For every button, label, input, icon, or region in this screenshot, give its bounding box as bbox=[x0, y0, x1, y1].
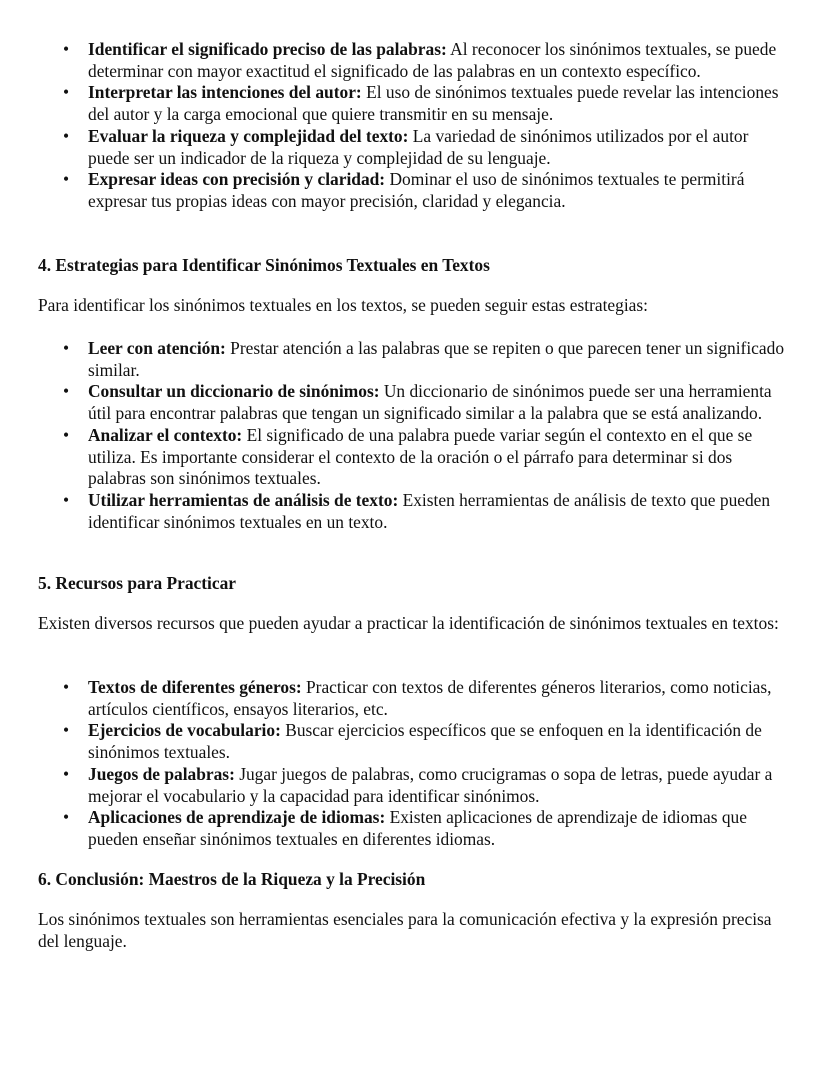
section-6-text: Los sinónimos textuales son herramientas esenciales para la comunicación efectiva y la expresión precisa del lenguaje. bbox=[38, 909, 772, 951]
item-term: Aplicaciones de aprendizaje de idiomas: bbox=[88, 807, 386, 828]
benefits-list bbox=[0, 39, 828, 213]
bullet-icon: • bbox=[62, 424, 70, 445]
resources-list bbox=[0, 677, 828, 851]
list-item bbox=[0, 381, 828, 424]
item-term: Juegos de palabras: bbox=[88, 763, 235, 784]
item-term: Analizar el contexto: bbox=[88, 424, 243, 445]
bullet-icon: • bbox=[62, 489, 70, 510]
section-6-heading: 6. Conclusión: Maestros de la Riqueza y la Precisión bbox=[38, 869, 426, 889]
item-text: Practicar con textos de diferentes géneros literarios, como noticias, artículos científicos, ensayos literarios, etc. bbox=[88, 677, 772, 719]
item-text: Buscar ejercicios específicos que se enfoquen en la identificación de sinónimos textuales. bbox=[88, 720, 762, 763]
item-text: La variedad de sinónimos utilizados por el autor puede ser un indicador de la riqueza y complejidad de su lenguaje. bbox=[88, 125, 749, 168]
section-5-intro: Existen diversos recursos que pueden ayudar a practicar la identificación de sinónimos textuales en textos: bbox=[38, 613, 779, 633]
item-term: Utilizar herramientas de análisis de texto: bbox=[88, 489, 399, 510]
item-term: Identificar el significado preciso de las palabras: bbox=[88, 39, 447, 59]
list-item bbox=[0, 39, 828, 82]
item-term: Evaluar la riqueza y complejidad del texto: bbox=[88, 125, 409, 146]
bullet-icon: • bbox=[62, 82, 70, 103]
item-term: Consultar un diccionario de sinónimos: bbox=[88, 381, 380, 402]
list-item bbox=[0, 169, 828, 212]
item-text: El uso de sinónimos textuales puede revelar las intenciones del autor y la carga emocional que quiere transmitir en su mensaje. bbox=[88, 82, 779, 125]
bullet-icon: • bbox=[62, 677, 70, 697]
item-text: Prestar atención a las palabras que se repiten o que parecen tener un significado similar. bbox=[88, 338, 785, 380]
bullet-icon: • bbox=[62, 720, 70, 741]
list-item bbox=[0, 490, 828, 533]
list-item bbox=[0, 677, 828, 720]
item-text: Al reconocer los sinónimos textuales, se puede determinar con mayor exactitud el significado de las palabras en un contexto específico. bbox=[88, 39, 777, 81]
item-term: Expresar ideas con precisión y claridad: bbox=[88, 169, 386, 190]
bullet-icon: • bbox=[62, 381, 70, 402]
list-item bbox=[0, 807, 828, 850]
section-5-heading: 5. Recursos para Practicar bbox=[38, 573, 236, 593]
item-text: Un diccionario de sinónimos puede ser una herramienta útil para encontrar palabras que tengan un significado similar a la palabra que se está analizando. bbox=[88, 381, 772, 424]
item-text: Jugar juegos de palabras, como crucigramas o sopa de letras, puede ayudar a mejorar el vocabulario y la capacidad para identificar sinónimos. bbox=[88, 763, 773, 806]
item-term: Interpretar las intenciones del autor: bbox=[88, 82, 362, 103]
item-text: Dominar el uso de sinónimos textuales te permitirá expresar tus propias ideas con mayor precisión, claridad y elegancia. bbox=[88, 169, 745, 211]
bullet-icon: • bbox=[62, 169, 70, 190]
bullet-icon: • bbox=[62, 125, 70, 146]
strategies-list bbox=[0, 338, 828, 533]
item-text: Existen aplicaciones de aprendizaje de idiomas que pueden enseñar sinónimos textuales en diferentes idiomas. bbox=[88, 807, 747, 849]
item-term: Leer con atención: bbox=[88, 338, 226, 358]
list-item bbox=[0, 720, 828, 763]
section-4-heading: 4. Estrategias para Identificar Sinónimos Textuales en Textos bbox=[38, 255, 490, 275]
list-item bbox=[0, 425, 828, 490]
bullet-icon: • bbox=[62, 807, 70, 828]
item-term: Ejercicios de vocabulario: bbox=[88, 720, 281, 741]
list-item bbox=[0, 82, 828, 125]
bullet-icon: • bbox=[62, 338, 70, 358]
bullet-icon: • bbox=[62, 39, 70, 59]
bullet-icon: • bbox=[62, 763, 70, 784]
list-item bbox=[0, 764, 828, 807]
list-item bbox=[0, 126, 828, 169]
section-4-intro: Para identificar los sinónimos textuales en los textos, se pueden seguir estas estrategias: bbox=[38, 295, 648, 315]
item-text: El significado de una palabra puede variar según el contexto en el que se utiliza. Es importante considerar el contexto de la oración o el párrafo para determinar si dos palabras son sinónimos textuales. bbox=[88, 424, 753, 489]
item-text: Existen herramientas de análisis de texto que pueden identificar sinónimos textuales en un texto. bbox=[88, 489, 771, 532]
list-item bbox=[0, 338, 828, 381]
item-term: Textos de diferentes géneros: bbox=[88, 677, 302, 697]
